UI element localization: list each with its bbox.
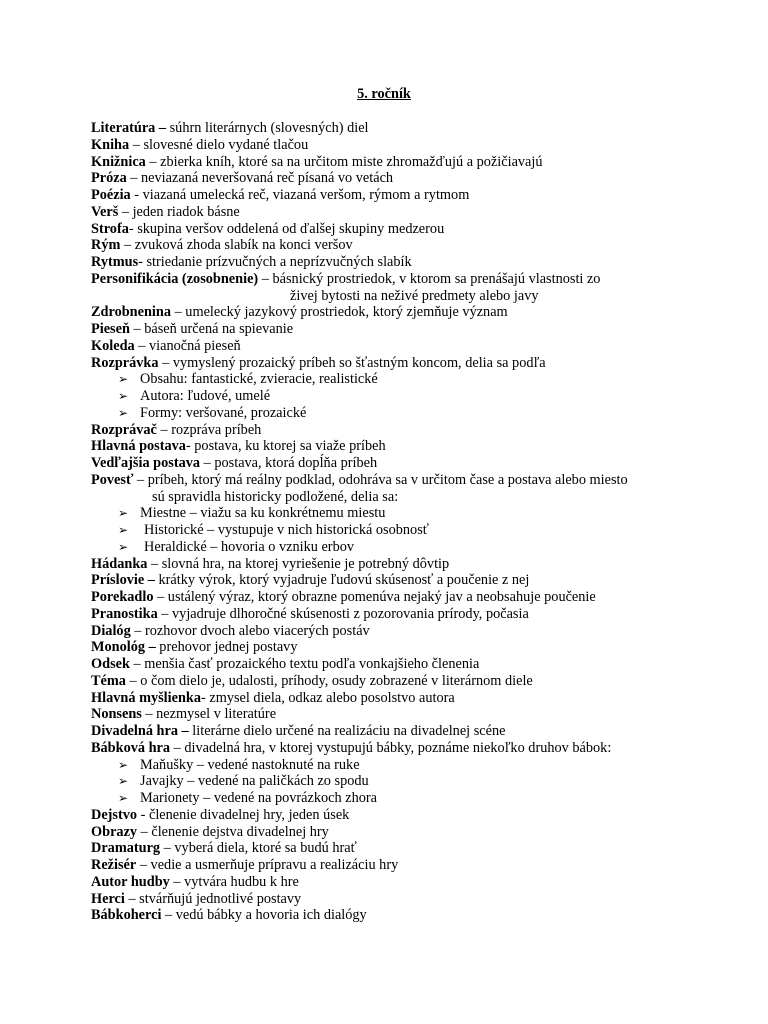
bullet-text: Historické – vystupuje v nich historická osobnosť bbox=[144, 522, 429, 538]
glossary-entry bbox=[91, 824, 731, 841]
entry-definition: - postava, ku ktorej sa viaže príbeh bbox=[185, 438, 386, 455]
entry-term: Poézia bbox=[91, 187, 131, 203]
entry-term: Monológ – bbox=[91, 639, 156, 656]
entry-definition: - viazaná umelecká reč, viazaná veršom, rýmom a rytmom bbox=[130, 187, 470, 203]
glossary-entry bbox=[91, 907, 731, 924]
glossary-entry bbox=[91, 154, 731, 171]
glossary-entry bbox=[91, 572, 731, 589]
arrow-bullet-icon: ➢ bbox=[118, 523, 129, 537]
glossary-entry bbox=[91, 455, 731, 472]
entry-definition: – príbeh, ktorý má reálny podklad, odohráva sa v určitom čase a postava alebo miesto bbox=[133, 471, 628, 488]
entry-term: Koleda bbox=[91, 337, 135, 354]
glossary-entry bbox=[91, 606, 731, 623]
entry-definition: - skupina veršov oddelená od ďalšej skupiny medzerou bbox=[128, 220, 445, 237]
glossary-entry bbox=[91, 656, 731, 673]
glossary-entry bbox=[91, 639, 731, 656]
entry-term: Zdrobnenina bbox=[91, 304, 171, 321]
glossary-entry bbox=[91, 690, 731, 707]
glossary-entry bbox=[91, 723, 731, 740]
entry-definition: – jeden riadok básne bbox=[118, 203, 240, 220]
entry-definition: – umelecký jazykový prostriedok, ktorý zjemňuje význam bbox=[171, 304, 508, 321]
entry-definition: – vytvára hudbu k hre bbox=[169, 873, 299, 890]
entry-term: Rytmus bbox=[91, 254, 139, 270]
bullet-text: Obsahu: fantastické, zvieracie, realistické bbox=[140, 371, 378, 388]
entry-definition: – menšia časť prozaického textu podľa vonkajšieho členenia bbox=[129, 656, 480, 672]
entry-term: Hlavná postava bbox=[91, 438, 186, 455]
bullet-text: Formy: veršované, prozaické bbox=[140, 404, 307, 421]
arrow-bullet-icon: ➢ bbox=[118, 372, 129, 387]
bullet-item bbox=[91, 757, 731, 774]
entry-definition: – vyjadruje dlhoročné skúsenosti z pozorovania prírody, počasia bbox=[157, 605, 529, 622]
glossary-entry bbox=[91, 740, 731, 757]
glossary-entry bbox=[91, 589, 731, 606]
bullet-text: Marionety – vedené na povrázkoch zhora bbox=[140, 790, 377, 806]
entry-definition: – postava, ktorá dopĺňa príbeh bbox=[200, 455, 378, 471]
entry-term: Personifikácia (zosobnenie) bbox=[91, 270, 259, 287]
glossary-entry bbox=[91, 623, 731, 640]
entry-term: Bábkoherci bbox=[91, 907, 162, 924]
entry-term: Knižnica bbox=[91, 153, 146, 170]
glossary-entry bbox=[91, 204, 731, 221]
entry-term: Nonsens bbox=[91, 706, 142, 723]
entry-term: Strofa bbox=[91, 220, 129, 237]
bullet-text: Maňušky – vedené nastoknuté na ruke bbox=[140, 756, 360, 773]
entry-definition: - striedanie prízvučných a neprízvučných slabík bbox=[138, 254, 412, 270]
glossary-entry bbox=[91, 221, 731, 238]
entry-term: Herci bbox=[91, 890, 125, 907]
entry-definition: – slovesné dielo vydané tlačou bbox=[129, 136, 309, 153]
bullet-text: Heraldické – hovoria o vzniku erbov bbox=[144, 538, 355, 555]
entry-term: Rozprávač bbox=[91, 421, 157, 438]
entry-definition: – rozpráva príbeh bbox=[156, 421, 262, 438]
entry-term: Obrazy bbox=[91, 823, 138, 840]
arrow-bullet-icon: ➢ bbox=[118, 791, 129, 805]
entry-term: Hádanka bbox=[91, 555, 148, 572]
glossary-entry bbox=[91, 807, 731, 824]
entry-term: Odsek bbox=[91, 656, 130, 672]
entry-term: Dejstvo bbox=[91, 806, 138, 823]
entry-term: Dramaturg bbox=[91, 840, 161, 857]
entry-definition: – vianočná pieseň bbox=[134, 337, 241, 354]
glossary-entry bbox=[91, 304, 731, 321]
glossary-entry bbox=[91, 137, 731, 154]
entry-definition: – slovná hra, na ktorej vyriešenie je potrebný dôvtip bbox=[147, 555, 450, 572]
bullet-text: Miestne – viažu sa ku konkrétnemu miestu bbox=[140, 505, 386, 522]
glossary-entry bbox=[91, 254, 731, 271]
entry-definition: – zvuková zhoda slabík na konci veršov bbox=[120, 237, 353, 254]
glossary-entry bbox=[91, 472, 731, 489]
glossary-list bbox=[91, 120, 731, 924]
glossary-entry bbox=[91, 321, 731, 338]
entry-term: Kniha bbox=[91, 136, 130, 153]
glossary-entry bbox=[91, 438, 731, 455]
entry-definition: – divadelná hra, v ktorej vystupujú bábky, poznáme niekoľko druhov bábok: bbox=[170, 739, 612, 756]
bullet-item bbox=[91, 790, 731, 807]
entry-term: Literatúra – bbox=[91, 120, 167, 136]
entry-definition: - členenie divadelnej hry, jeden úsek bbox=[137, 806, 350, 823]
entry-definition: – vymyslený prozaický príbeh so šťastným koncom, delia sa podľa bbox=[158, 354, 546, 371]
entry-definition: – o čom dielo je, udalosti, príhody, osudy zobrazené v literárnom diele bbox=[125, 672, 533, 689]
entry-term: Povesť bbox=[91, 471, 134, 488]
arrow-bullet-icon: ➢ bbox=[118, 757, 129, 772]
glossary-entry bbox=[91, 187, 731, 204]
definition-continuation: živej bytosti na neživé predmety alebo javy bbox=[290, 287, 539, 304]
entry-definition: – neviazaná neveršovaná reč písaná vo vetách bbox=[126, 170, 394, 187]
entry-definition: – členenie dejstva divadelnej hry bbox=[137, 823, 329, 840]
arrow-bullet-icon: ➢ bbox=[118, 389, 129, 403]
entry-definition: – vedie a usmerňuje prípravu a realizáciu hry bbox=[136, 857, 399, 873]
glossary-entry bbox=[91, 857, 731, 874]
entry-term: Bábková hra bbox=[91, 739, 171, 756]
glossary-entry bbox=[91, 355, 731, 372]
entry-term: Téma bbox=[91, 672, 126, 689]
entry-term: Vedľajšia postava bbox=[91, 455, 201, 471]
glossary-entry bbox=[91, 237, 731, 254]
glossary-entry bbox=[91, 673, 731, 690]
entry-definition: – rozhovor dvoch alebo viacerých postáv bbox=[130, 622, 370, 639]
bullet-item bbox=[91, 539, 731, 556]
entry-definition: – vedú bábky a hovoria ich dialógy bbox=[161, 907, 367, 924]
entry-definition: – zbierka kníh, ktoré sa na určitom miste zhromažďujú a požičiavajú bbox=[145, 153, 543, 170]
entry-definition: - zmysel diela, odkaz alebo posolstvo autora bbox=[201, 689, 455, 706]
arrow-bullet-icon: ➢ bbox=[118, 506, 129, 521]
glossary-entry bbox=[91, 840, 731, 857]
entry-term: Príslovie – bbox=[91, 572, 155, 589]
entry-term: Pieseň bbox=[91, 321, 130, 337]
entry-definition: – stvárňujú jednotlivé postavy bbox=[124, 890, 302, 907]
glossary-entry bbox=[91, 422, 731, 439]
bullet-text: Autora: ľudové, umelé bbox=[140, 388, 271, 404]
bullet-item bbox=[91, 405, 731, 422]
entry-definition: prehovor jednej postavy bbox=[155, 639, 298, 656]
entry-term: Pranostika bbox=[91, 605, 158, 622]
entry-term: Autor hudby bbox=[91, 873, 170, 890]
entry-term: Režisér bbox=[91, 857, 137, 873]
bullet-item bbox=[91, 371, 731, 388]
glossary-entry bbox=[91, 120, 731, 137]
glossary-entry bbox=[91, 891, 731, 908]
glossary-entry bbox=[91, 556, 731, 573]
entry-definition: literárne dielo určené na realizáciu na divadelnej scéne bbox=[188, 723, 506, 739]
entry-definition: – básnický prostriedok, v ktorom sa prenášajú vlastnosti zo bbox=[258, 270, 601, 287]
entry-term: Porekadlo bbox=[91, 589, 154, 605]
entry-term: Hlavná myšlienka bbox=[91, 689, 202, 706]
bullet-item bbox=[91, 505, 731, 522]
entry-term: Divadelná hra – bbox=[91, 723, 189, 739]
glossary-entry bbox=[91, 706, 731, 723]
page-title: 5. ročník bbox=[357, 86, 411, 102]
entry-term: Verš bbox=[91, 203, 119, 220]
arrow-bullet-icon: ➢ bbox=[118, 539, 129, 554]
definition-continuation: sú spravidla historicky podložené, delia sa: bbox=[152, 488, 399, 505]
entry-definition: – báseň určená na spievanie bbox=[129, 321, 294, 337]
entry-definition: – ustálený výraz, ktorý obrazne pomenúva nejaký jav a neobsahuje poučenie bbox=[153, 589, 596, 605]
bullet-item bbox=[91, 522, 731, 539]
arrow-bullet-icon: ➢ bbox=[118, 405, 129, 420]
entry-term: Dialóg bbox=[91, 622, 131, 639]
entry-term: Próza bbox=[91, 170, 127, 187]
bullet-item bbox=[91, 388, 731, 405]
glossary-entry bbox=[91, 874, 731, 891]
bullet-text: Javajky – vedené na paličkách zo spodu bbox=[140, 773, 369, 790]
glossary-entry bbox=[91, 170, 731, 187]
entry-term: Rozprávka bbox=[91, 354, 159, 371]
entry-definition: – nezmysel v literatúre bbox=[141, 706, 277, 723]
entry-definition: súhrn literárnych (slovesných) diel bbox=[166, 120, 369, 136]
entry-definition: – vyberá diela, ktoré sa budú hrať bbox=[160, 840, 357, 857]
glossary-entry bbox=[91, 271, 731, 288]
bullet-item bbox=[91, 773, 731, 790]
arrow-bullet-icon: ➢ bbox=[118, 774, 129, 789]
entry-definition: krátky výrok, ktorý vyjadruje ľudovú skúsenosť a poučenie z nej bbox=[154, 572, 530, 589]
entry-term: Rým bbox=[91, 237, 121, 254]
glossary-entry bbox=[91, 338, 731, 355]
